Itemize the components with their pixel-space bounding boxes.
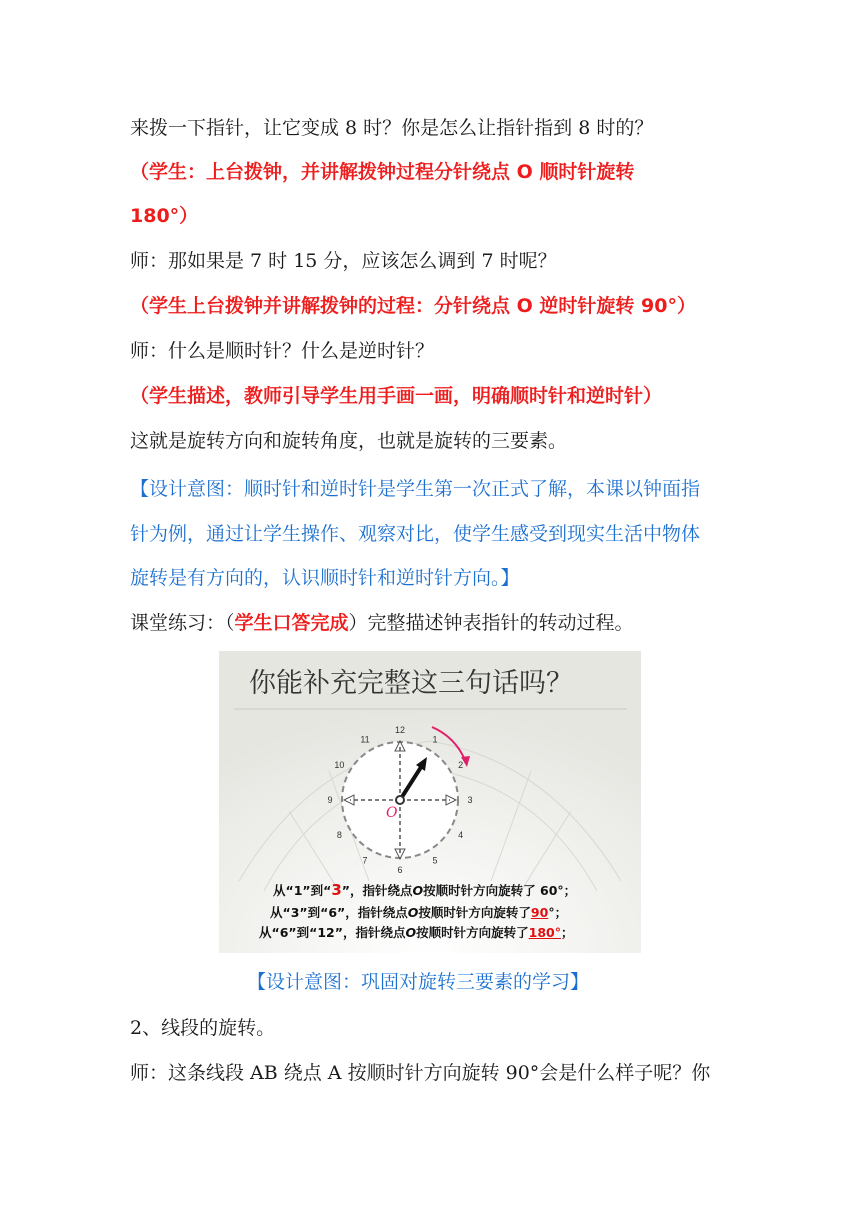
exercise-note: 学生口答完成 (234, 612, 349, 634)
point-label: O (405, 925, 417, 940)
sentence-text: 按顺时针方向旋转了 60°； (423, 883, 577, 898)
point-label: O (412, 883, 424, 898)
student-note: （学生描述，教师引导学生用手画一画，明确顺时针和逆时针） (130, 385, 663, 407)
sentence-1 (273, 881, 576, 899)
clock-number: 12 (394, 725, 406, 735)
clock-number: 9 (327, 795, 333, 805)
text-line: 师：什么是顺时针？什么是逆时针？ (130, 340, 435, 362)
section-heading: 2、线段的旋转。 (130, 1017, 276, 1039)
figure-title: 你能补充完整这三句话吗？ (249, 668, 573, 699)
text-line: 来拨一下指针，让它变成 8 时？你是怎么让指针指到 8 时的？ (130, 117, 654, 139)
exercise-prefix: 课堂练习：（ (130, 612, 235, 634)
text-line: 这就是旋转方向和旋转角度，也就是旋转的三要素。 (130, 430, 568, 452)
clock-number: 11 (360, 734, 370, 745)
clock-exercise-figure (219, 651, 641, 953)
sentence-text: 从“1”到“ (273, 883, 332, 898)
design-intent: 【设计意图：巩固对旋转三要素的学习】 (247, 971, 590, 993)
exercise-line (130, 611, 634, 635)
clock-number: 1 (432, 734, 438, 745)
exercise-suffix: ）完整描述钟表指针的转动过程。 (348, 612, 634, 634)
clock-number: 2 (458, 760, 464, 770)
clock-center (396, 796, 404, 804)
sentence-text: 从“6”到“12”，指针绕点 (259, 925, 406, 940)
student-note: （学生上台拨钟并讲解拨钟的过程：分针绕点 O 逆时针旋转 90°） (130, 295, 696, 317)
sentence-text: ； (560, 925, 574, 940)
center-label: O (386, 805, 398, 821)
sentence-2 (270, 903, 567, 921)
answer-text: 90 (530, 905, 549, 920)
clock-number: 5 (432, 855, 438, 866)
sentence-text: 从“3”到“6”，指针绕点 (270, 905, 408, 920)
clock-number: 10 (334, 760, 345, 770)
sentence-text: ”，指针绕点 (341, 883, 413, 898)
text-line: 师：那如果是 7 时 15 分，应该怎么调到 7 时呢？ (130, 250, 557, 272)
answer-text: 3 (331, 881, 342, 899)
sentence-text: 按顺时针方向旋转了 (418, 905, 531, 920)
clock-number: 8 (336, 830, 342, 840)
sentence-text: 按顺时针方向旋转了 (416, 925, 529, 940)
answer-text: 180° (528, 925, 561, 940)
clock-number: 4 (458, 830, 464, 840)
design-intent: 旋转是有方向的，认识顺时针和逆时针方向。】 (130, 567, 520, 589)
design-intent: 针为例，通过让学生操作、观察对比，使学生感受到现实生活中物体 (130, 523, 701, 545)
design-intent: 【设计意图：顺时针和逆时针是学生第一次正式了解，本课以钟面指 (130, 478, 701, 500)
point-label: O (407, 905, 419, 920)
student-note: （学生：上台拨钟，并讲解拨钟过程分针绕点 O 顺时针旋转 (130, 161, 635, 183)
sentence-3 (259, 923, 573, 941)
student-note: 180°） (130, 205, 199, 227)
clock-number: 3 (467, 795, 473, 805)
sentence-text: °； (548, 905, 568, 920)
clock-number: 6 (397, 865, 403, 875)
text-line: 师：这条线段 AB 绕点 A 按顺时针方向旋转 90°会是什么样子呢？你 (130, 1062, 711, 1084)
clock-number: 7 (362, 855, 368, 866)
